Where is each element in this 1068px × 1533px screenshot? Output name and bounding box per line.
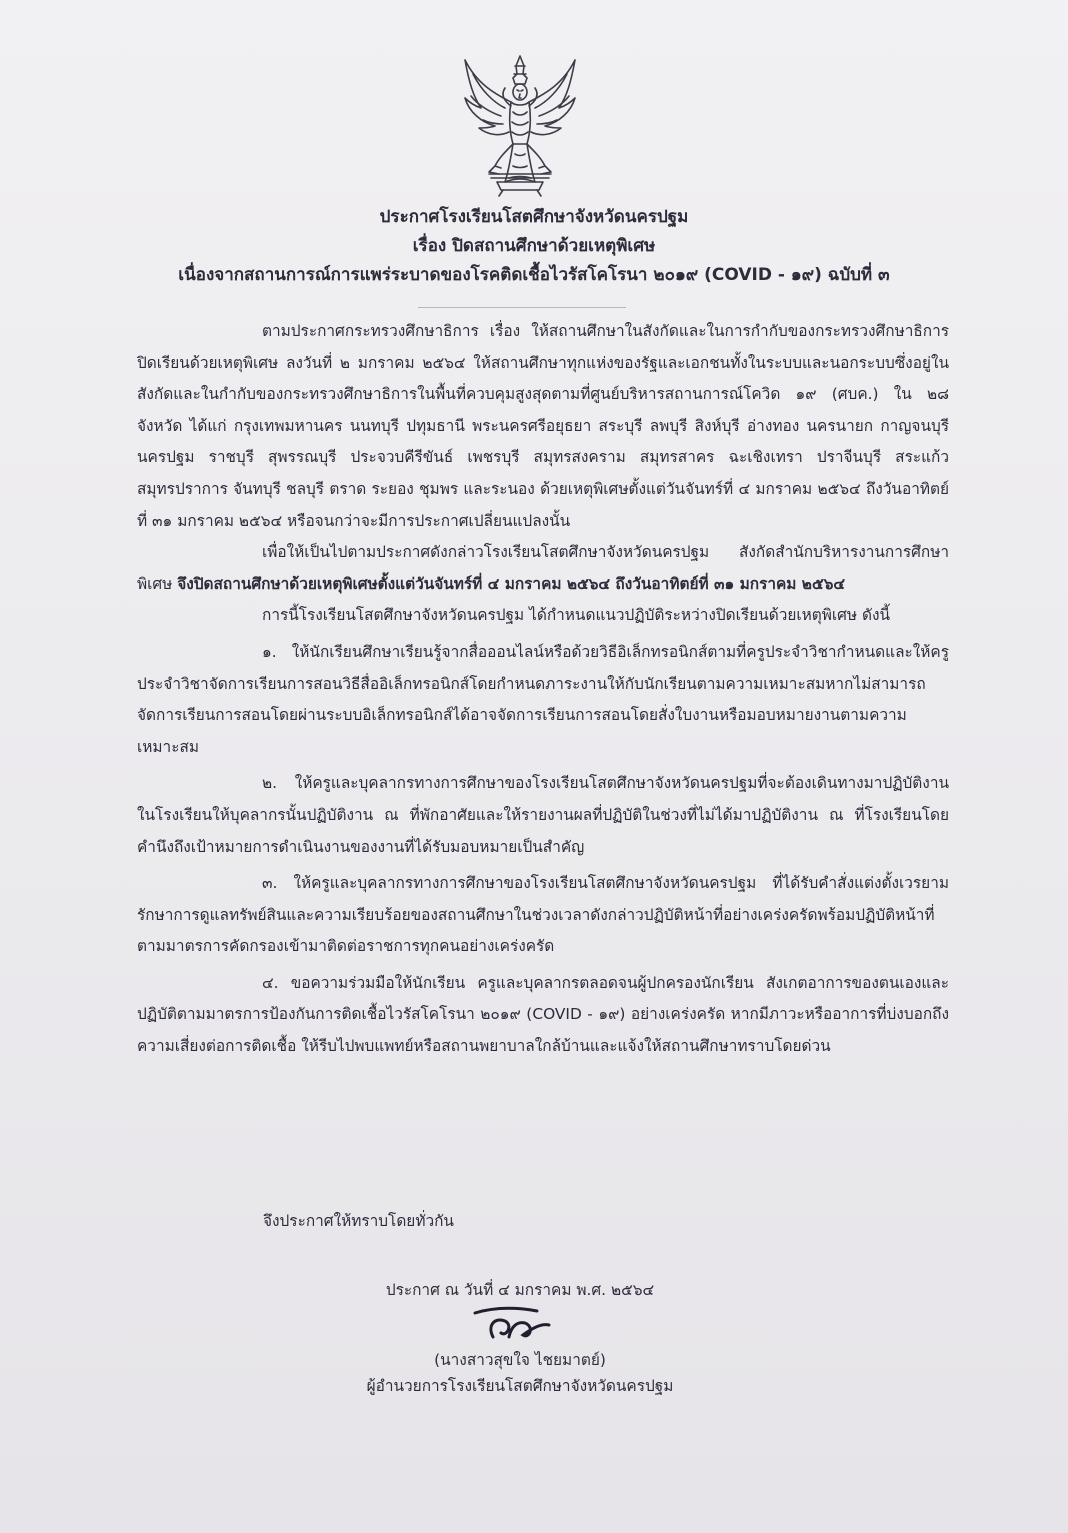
announcement-date: ประกาศ ณ วันที่ ๔ มกราคม พ.ศ. ๒๕๖๔	[385, 1281, 655, 1299]
announcement-body	[137, 316, 954, 1063]
guideline-item-1: ๑. ให้นักเรียนศึกษาเรียนรู้จากสื่อออนไลน์หรือด้วยวิธีอิเล็กทรอนิกส์ตามที่ครูประจำวิชากำหนดและให้ครูประจำวิชาจัดการเรียนการสอนวิธีสื่ออิเล็กทรอนิกส์โดยกำหนดภาระงานให้กับนักเรียนตามความเหมาะสมหากไม่สามารถจัดการเรียนการสอนโดยผ่านระบบอิเล็กทรอนิกส์ได้อาจจัดการเรียนการสอนโดยสั่งใบงานหรือมอบหมายงานตามความเหมาะสม	[137, 642, 949, 756]
closing-statement: จึงประกาศให้ทราบโดยทั่วกัน	[263, 1212, 454, 1230]
guideline-item-4: ๔. ขอความร่วมมือให้นักเรียน ครูและบุคลากรตลอดจนผู้ปกครองนักเรียน สังเกตอาการของตนเองและปฏิบัติตามมาตรการป้องกันการติดเชื้อไวรัสโคโรนา ๒๐๑๙ (COVID - ๑๙) อย่างเคร่งครัด หากมีภาวะหรืออาการที่บ่งบอกถึงความเสี่ยงต่อการติดเชื้อ ให้รีบไปพบแพทย์หรือสถานพยาบาลใกล้บ้านและแจ้งให้สถานศึกษาทราบโดยด่วน	[137, 973, 949, 1056]
header-issuer: ประกาศโรงเรียนโสตศึกษาจังหวัดนครปฐม	[379, 207, 689, 227]
paragraph-guidelines-intro: การนี้โรงเรียนโสตศึกษาจังหวัดนครปฐม ได้กำหนดแนวปฏิบัติระหว่างปิดเรียนด้วยเหตุพิเศษ ดังนี้	[262, 606, 891, 625]
closure-context: เพื่อให้เป็นไปตามประกาศดังกล่าวโรงเรียนโสตศึกษาจังหวัดนครปฐม สังกัดสำนักบริหารงานการศึกษาพิเศษ	[137, 543, 949, 593]
closure-dates-bold: จึงปิดสถานศึกษาด้วยเหตุพิเศษตั้งแต่วันจันทร์ที่ ๔ มกราคม ๒๕๖๔ ถึงวันอาทิตย์ที่ ๓๑ มกราคม ๒๕๖๔	[177, 574, 846, 593]
guideline-item-3: ๓. ให้ครูและบุคลากรทางการศึกษาของโรงเรียนโสตศึกษาจังหวัดนครปฐม ที่ได้รับคำสั่งแต่งตั้งเวรยามรักษาการดูแลทรัพย์สินและความเรียบร้อยของสถานศึกษาในช่วงเวลาดังกล่าวปฏิบัติหน้าที่อย่างเคร่งครัดพร้อมปฏิบัติหน้าที่ตามมาตรการคัดกรองเข้ามาติดต่อราชการทุกคนอย่างเคร่งครัด	[137, 874, 949, 956]
header-subject: เรื่อง ปิดสถานศึกษาด้วยเหตุพิเศษ	[412, 236, 656, 256]
paragraph-ministry-order: ตามประกาศกระทรวงศึกษาธิการ เรื่อง ให้สถานศึกษาในสังกัดและในการกำกับของกระทรวงศึกษาธิการปิดเรียนด้วยเหตุพิเศษ ลงวันที่ ๒ มกราคม ๒๕๖๔ ให้สถานศึกษาทุกแห่งของรัฐและเอกชนทั้งในระบบและนอกระบบซึ่งอยู่ในสังกัดและในกำกับของกระทรวงศึกษาธิการในพื้นที่ควบคุมสูงสุดตามที่ศูนย์บริหารสถานการณ์โควิด ๑๙ (ศบค.) ใน ๒๘ จังหวัด ได้แก่ กรุงเทพมหานคร นนทบุรี ปทุมธานี พระนครศรีอยุธยา สระบุรี ลพบุรี สิงห์บุรี อ่างทอง นครนายก กาญจนบุรี นครปฐม ราชบุรี สุพรรณบุรี ประจวบคีรีขันธ์ เพชรบุรี สมุทรสงคราม สมุทรสาคร ฉะเชิงเทรา ปราจีนบุรี สระแก้ว สมุทรปราการ จันทบุรี ชลบุรี ตราด ระยอง ชุมพร และระนอง ด้วยเหตุพิเศษตั้งแต่วันจันทร์ที่ ๔ มกราคม ๒๕๖๔ ถึงวันอาทิตย์ที่ ๓๑ มกราคม ๒๕๖๔ หรือจนกว่าจะมีการประกาศเปลี่ยนแปลงนั้น	[137, 322, 954, 530]
announcement-header	[60, 203, 1008, 290]
signatory-position: ผู้อำนวยการโรงเรียนโสตศึกษาจังหวัดนครปฐม	[366, 1377, 674, 1395]
header-divider	[418, 307, 626, 308]
guideline-item-2: ๒. ให้ครูและบุคลากรทางการศึกษาของโรงเรียนโสตศึกษาจังหวัดนครปฐมที่จะต้องเดินทางมาปฏิบัติงานในโรงเรียนให้บุคลากรนั้นปฏิบัติงาน ณ ที่พักอาศัยและให้รายงานผลที่ปฏิบัติในช่วงที่ไม่ได้มาปฏิบัติงาน ณ ที่โรงเรียนโดยคำนึงถึงเป้าหมายการดำเนินงานของงานที่ได้รับมอบหมายเป็นสำคัญ	[137, 774, 949, 856]
handwritten-signature	[445, 1303, 595, 1345]
header-context: เนื่องจากสถานการณ์การแพร่ระบาดของโรคติดเชื้อไวรัสโคโรนา ๒๐๑๙ (COVID - ๑๙) ฉบับที่ ๓	[178, 265, 890, 285]
signature-block	[300, 1277, 740, 1399]
garuda-emblem-icon	[455, 50, 585, 198]
signatory-name: (นางสาวสุขใจ ไชยมาตย์)	[434, 1351, 606, 1369]
paragraph-school-closure	[137, 537, 949, 600]
